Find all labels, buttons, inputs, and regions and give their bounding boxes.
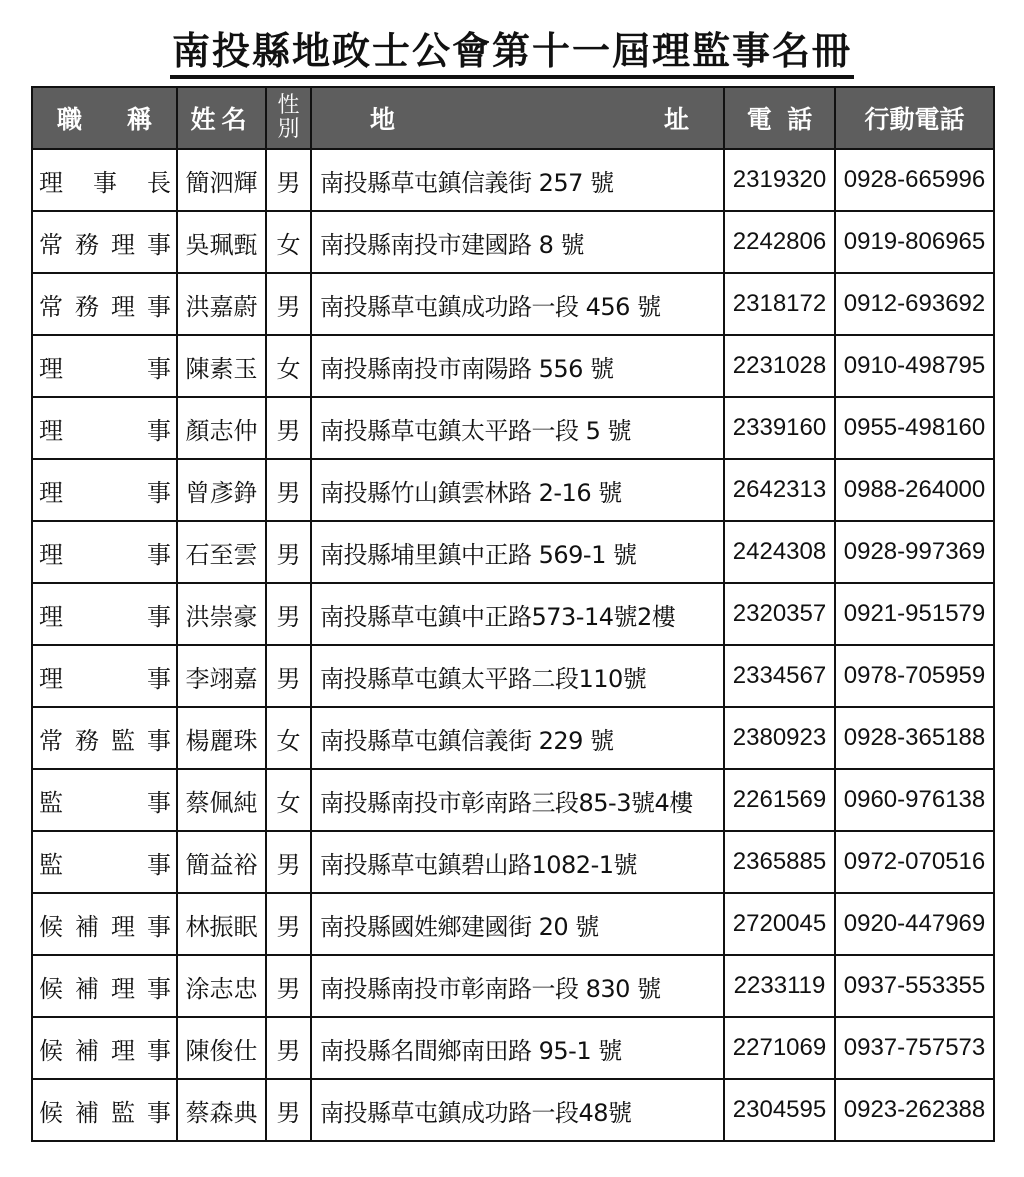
header-address: [311, 87, 724, 149]
cell-phone: 2320357: [724, 583, 835, 645]
cell-title-char: 常: [39, 230, 63, 259]
cell-address: 南投縣埔里鎮中正路 569-1 號: [311, 521, 724, 583]
cell-name: 楊麗珠: [177, 707, 266, 769]
cell-title-char: 理: [39, 416, 63, 445]
cell-title-char: 事: [147, 292, 171, 321]
cell-phone: 2642313: [724, 459, 835, 521]
cell-title-text: [39, 845, 171, 880]
cell-mobile: 0955-498160: [835, 397, 994, 459]
cell-name: 蔡森典: [177, 1079, 266, 1141]
header-address-char-2: 址: [663, 105, 689, 134]
cell-title-char: 事: [147, 974, 171, 1003]
cell-title-char: 理: [111, 974, 135, 1003]
cell-title-char: 理: [111, 230, 135, 259]
cell-mobile: 0928-997369: [835, 521, 994, 583]
cell-title-text: [39, 287, 171, 322]
cell-title-char: 理: [111, 292, 135, 321]
cell-gender: 男: [266, 645, 311, 707]
table-row: [32, 397, 994, 459]
cell-gender: 男: [266, 1079, 311, 1141]
cell-title-char: 補: [75, 1098, 99, 1127]
cell-phone: 2304595: [724, 1079, 835, 1141]
roster-table: [31, 86, 995, 1142]
cell-title: [32, 1079, 177, 1141]
cell-title-char: 理: [39, 354, 63, 383]
cell-title-text: [39, 969, 171, 1004]
cell-title-char: 監: [39, 788, 63, 817]
cell-mobile: 0920-447969: [835, 893, 994, 955]
cell-mobile: 0978-705959: [835, 645, 994, 707]
table-row: [32, 893, 994, 955]
cell-address: 南投縣草屯鎮成功路一段 456 號: [311, 273, 724, 335]
cell-title-text: [39, 349, 171, 384]
cell-address: 南投縣草屯鎮成功路一段48號: [311, 1079, 724, 1141]
cell-name: 簡益裕: [177, 831, 266, 893]
cell-name: 洪嘉蔚: [177, 273, 266, 335]
cell-name: 涂志忠: [177, 955, 266, 1017]
cell-name: 林振眠: [177, 893, 266, 955]
table-row: [32, 769, 994, 831]
document-title: 南投縣地政士公會第十一屆理監事名冊: [170, 30, 854, 79]
cell-address: 南投縣國姓鄉建國街 20 號: [311, 893, 724, 955]
cell-phone: 2365885: [724, 831, 835, 893]
cell-name: 陳俊仕: [177, 1017, 266, 1079]
header-name: 姓名: [177, 87, 266, 149]
cell-title-text: [39, 411, 171, 446]
header-mobile: 行動電話: [835, 87, 994, 149]
table-row: [32, 645, 994, 707]
header-gender-char-2: 別: [277, 117, 300, 142]
cell-title-char: 候: [39, 1036, 63, 1065]
table-row: [32, 1017, 994, 1079]
cell-title: [32, 211, 177, 273]
cell-gender: 女: [266, 707, 311, 769]
cell-title: [32, 1017, 177, 1079]
cell-phone: 2318172: [724, 273, 835, 335]
cell-mobile: 0960-976138: [835, 769, 994, 831]
cell-address: 南投縣草屯鎮碧山路1082-1號: [311, 831, 724, 893]
cell-title: [32, 707, 177, 769]
table-row: [32, 831, 994, 893]
cell-title-char: 事: [147, 230, 171, 259]
table-row: [32, 211, 994, 273]
cell-title-text: [39, 721, 171, 756]
cell-name: 石至雲: [177, 521, 266, 583]
header-title-char-1: 職: [57, 105, 83, 134]
cell-mobile: 0937-757573: [835, 1017, 994, 1079]
cell-gender: 女: [266, 335, 311, 397]
cell-mobile: 0919-806965: [835, 211, 994, 273]
cell-title-char: 監: [39, 850, 63, 879]
cell-gender: 男: [266, 893, 311, 955]
cell-title-char: 監: [111, 1098, 135, 1127]
cell-phone: 2424308: [724, 521, 835, 583]
cell-title-char: 務: [75, 726, 99, 755]
cell-title-char: 候: [39, 912, 63, 941]
cell-title-char: 候: [39, 1098, 63, 1127]
cell-phone: 2231028: [724, 335, 835, 397]
cell-address: 南投縣草屯鎮信義街 257 號: [311, 149, 724, 211]
cell-phone: 2720045: [724, 893, 835, 955]
cell-title: [32, 521, 177, 583]
cell-gender: 女: [266, 769, 311, 831]
cell-title: [32, 583, 177, 645]
cell-name: 李翊嘉: [177, 645, 266, 707]
cell-phone: 2380923: [724, 707, 835, 769]
cell-title: [32, 831, 177, 893]
cell-title: [32, 335, 177, 397]
cell-title-char: 補: [75, 1036, 99, 1065]
cell-gender: 男: [266, 149, 311, 211]
cell-gender: 男: [266, 459, 311, 521]
cell-title: [32, 397, 177, 459]
header-phone: [724, 87, 835, 149]
cell-mobile: 0972-070516: [835, 831, 994, 893]
cell-title-char: 理: [39, 540, 63, 569]
cell-title-char: 事: [147, 416, 171, 445]
cell-name: 蔡佩純: [177, 769, 266, 831]
cell-gender: 男: [266, 1017, 311, 1079]
table-row: [32, 459, 994, 521]
cell-title-char: 監: [111, 726, 135, 755]
cell-title-text: [39, 1093, 171, 1128]
cell-title: [32, 645, 177, 707]
cell-gender: 男: [266, 521, 311, 583]
document-title-wrap: [0, 30, 1024, 79]
table-row: [32, 707, 994, 769]
cell-title-text: [39, 659, 171, 694]
cell-title-text: [39, 163, 171, 198]
header-row: [32, 87, 994, 149]
cell-address: 南投縣南投市彰南路三段85-3號4樓: [311, 769, 724, 831]
cell-gender: 男: [266, 583, 311, 645]
cell-title-char: 長: [147, 168, 171, 197]
table-row: [32, 273, 994, 335]
cell-title-char: 事: [147, 850, 171, 879]
cell-title-char: 事: [147, 354, 171, 383]
cell-phone: 2319320: [724, 149, 835, 211]
cell-title-char: 事: [93, 168, 117, 197]
header-address-char-1: 地: [370, 105, 396, 134]
cell-mobile: 0912-693692: [835, 273, 994, 335]
cell-gender: 男: [266, 955, 311, 1017]
cell-title-char: 理: [39, 168, 63, 197]
cell-address: 南投縣南投市彰南路一段 830 號: [311, 955, 724, 1017]
cell-phone: 2271069: [724, 1017, 835, 1079]
cell-title-char: 事: [147, 726, 171, 755]
cell-name: 吳珮甄: [177, 211, 266, 273]
cell-title-char: 務: [75, 292, 99, 321]
cell-title-char: 補: [75, 912, 99, 941]
header-phone-char-1: 電: [746, 105, 772, 134]
cell-title-text: [39, 783, 171, 818]
cell-title: [32, 769, 177, 831]
cell-title: [32, 459, 177, 521]
cell-phone: 2261569: [724, 769, 835, 831]
table-row: [32, 149, 994, 211]
cell-title-char: 事: [147, 540, 171, 569]
cell-title-char: 務: [75, 230, 99, 259]
cell-title-char: 事: [147, 478, 171, 507]
cell-address: 南投縣南投市建國路 8 號: [311, 211, 724, 273]
cell-mobile: 0928-665996: [835, 149, 994, 211]
cell-title-char: 事: [147, 664, 171, 693]
cell-name: 簡泗輝: [177, 149, 266, 211]
header-gender-char-1: 性: [277, 93, 300, 118]
cell-gender: 男: [266, 831, 311, 893]
cell-title: [32, 149, 177, 211]
cell-title-char: 事: [147, 788, 171, 817]
header-title-char-2: 稱: [126, 105, 152, 134]
cell-title-char: 理: [39, 602, 63, 631]
cell-mobile: 0928-365188: [835, 707, 994, 769]
cell-title-char: 補: [75, 974, 99, 1003]
header-phone-char-2: 話: [787, 105, 813, 134]
cell-title: [32, 273, 177, 335]
header-title: [32, 87, 177, 149]
cell-mobile: 0988-264000: [835, 459, 994, 521]
cell-address: 南投縣草屯鎮太平路二段110號: [311, 645, 724, 707]
cell-gender: 男: [266, 273, 311, 335]
cell-title-char: 理: [111, 912, 135, 941]
cell-address: 南投縣名間鄉南田路 95-1 號: [311, 1017, 724, 1079]
cell-gender: 女: [266, 211, 311, 273]
table-row: [32, 521, 994, 583]
cell-phone: 2242806: [724, 211, 835, 273]
table-row: [32, 955, 994, 1017]
cell-gender: 男: [266, 397, 311, 459]
cell-title-char: 理: [39, 664, 63, 693]
cell-title: [32, 955, 177, 1017]
cell-title-text: [39, 597, 171, 632]
table-row: [32, 1079, 994, 1141]
cell-title: [32, 893, 177, 955]
cell-mobile: 0937-553355: [835, 955, 994, 1017]
cell-mobile: 0921-951579: [835, 583, 994, 645]
cell-title-char: 常: [39, 726, 63, 755]
cell-title-char: 理: [39, 478, 63, 507]
cell-address: 南投縣草屯鎮信義街 229 號: [311, 707, 724, 769]
cell-title-text: [39, 1031, 171, 1066]
cell-address: 南投縣南投市南陽路 556 號: [311, 335, 724, 397]
cell-title-char: 候: [39, 974, 63, 1003]
cell-title-text: [39, 473, 171, 508]
table-row: [32, 583, 994, 645]
cell-title-char: 事: [147, 1036, 171, 1065]
cell-title-char: 理: [111, 1036, 135, 1065]
cell-title-char: 事: [147, 602, 171, 631]
cell-name: 陳素玉: [177, 335, 266, 397]
cell-mobile: 0910-498795: [835, 335, 994, 397]
cell-name: 曾彥錚: [177, 459, 266, 521]
cell-title-char: 事: [147, 912, 171, 941]
header-gender: [266, 87, 311, 149]
cell-mobile: 0923-262388: [835, 1079, 994, 1141]
cell-phone: 2339160: [724, 397, 835, 459]
cell-name: 洪崇豪: [177, 583, 266, 645]
cell-title-char: 事: [147, 1098, 171, 1127]
cell-name: 顏志仲: [177, 397, 266, 459]
cell-address: 南投縣草屯鎮中正路573-14號2樓: [311, 583, 724, 645]
cell-address: 南投縣草屯鎮太平路一段 5 號: [311, 397, 724, 459]
cell-phone: 2334567: [724, 645, 835, 707]
cell-address: 南投縣竹山鎮雲林路 2-16 號: [311, 459, 724, 521]
cell-title-char: 常: [39, 292, 63, 321]
cell-title-text: [39, 535, 171, 570]
table-row: [32, 335, 994, 397]
cell-phone: 2233119: [724, 955, 835, 1017]
cell-title-text: [39, 225, 171, 260]
cell-title-text: [39, 907, 171, 942]
